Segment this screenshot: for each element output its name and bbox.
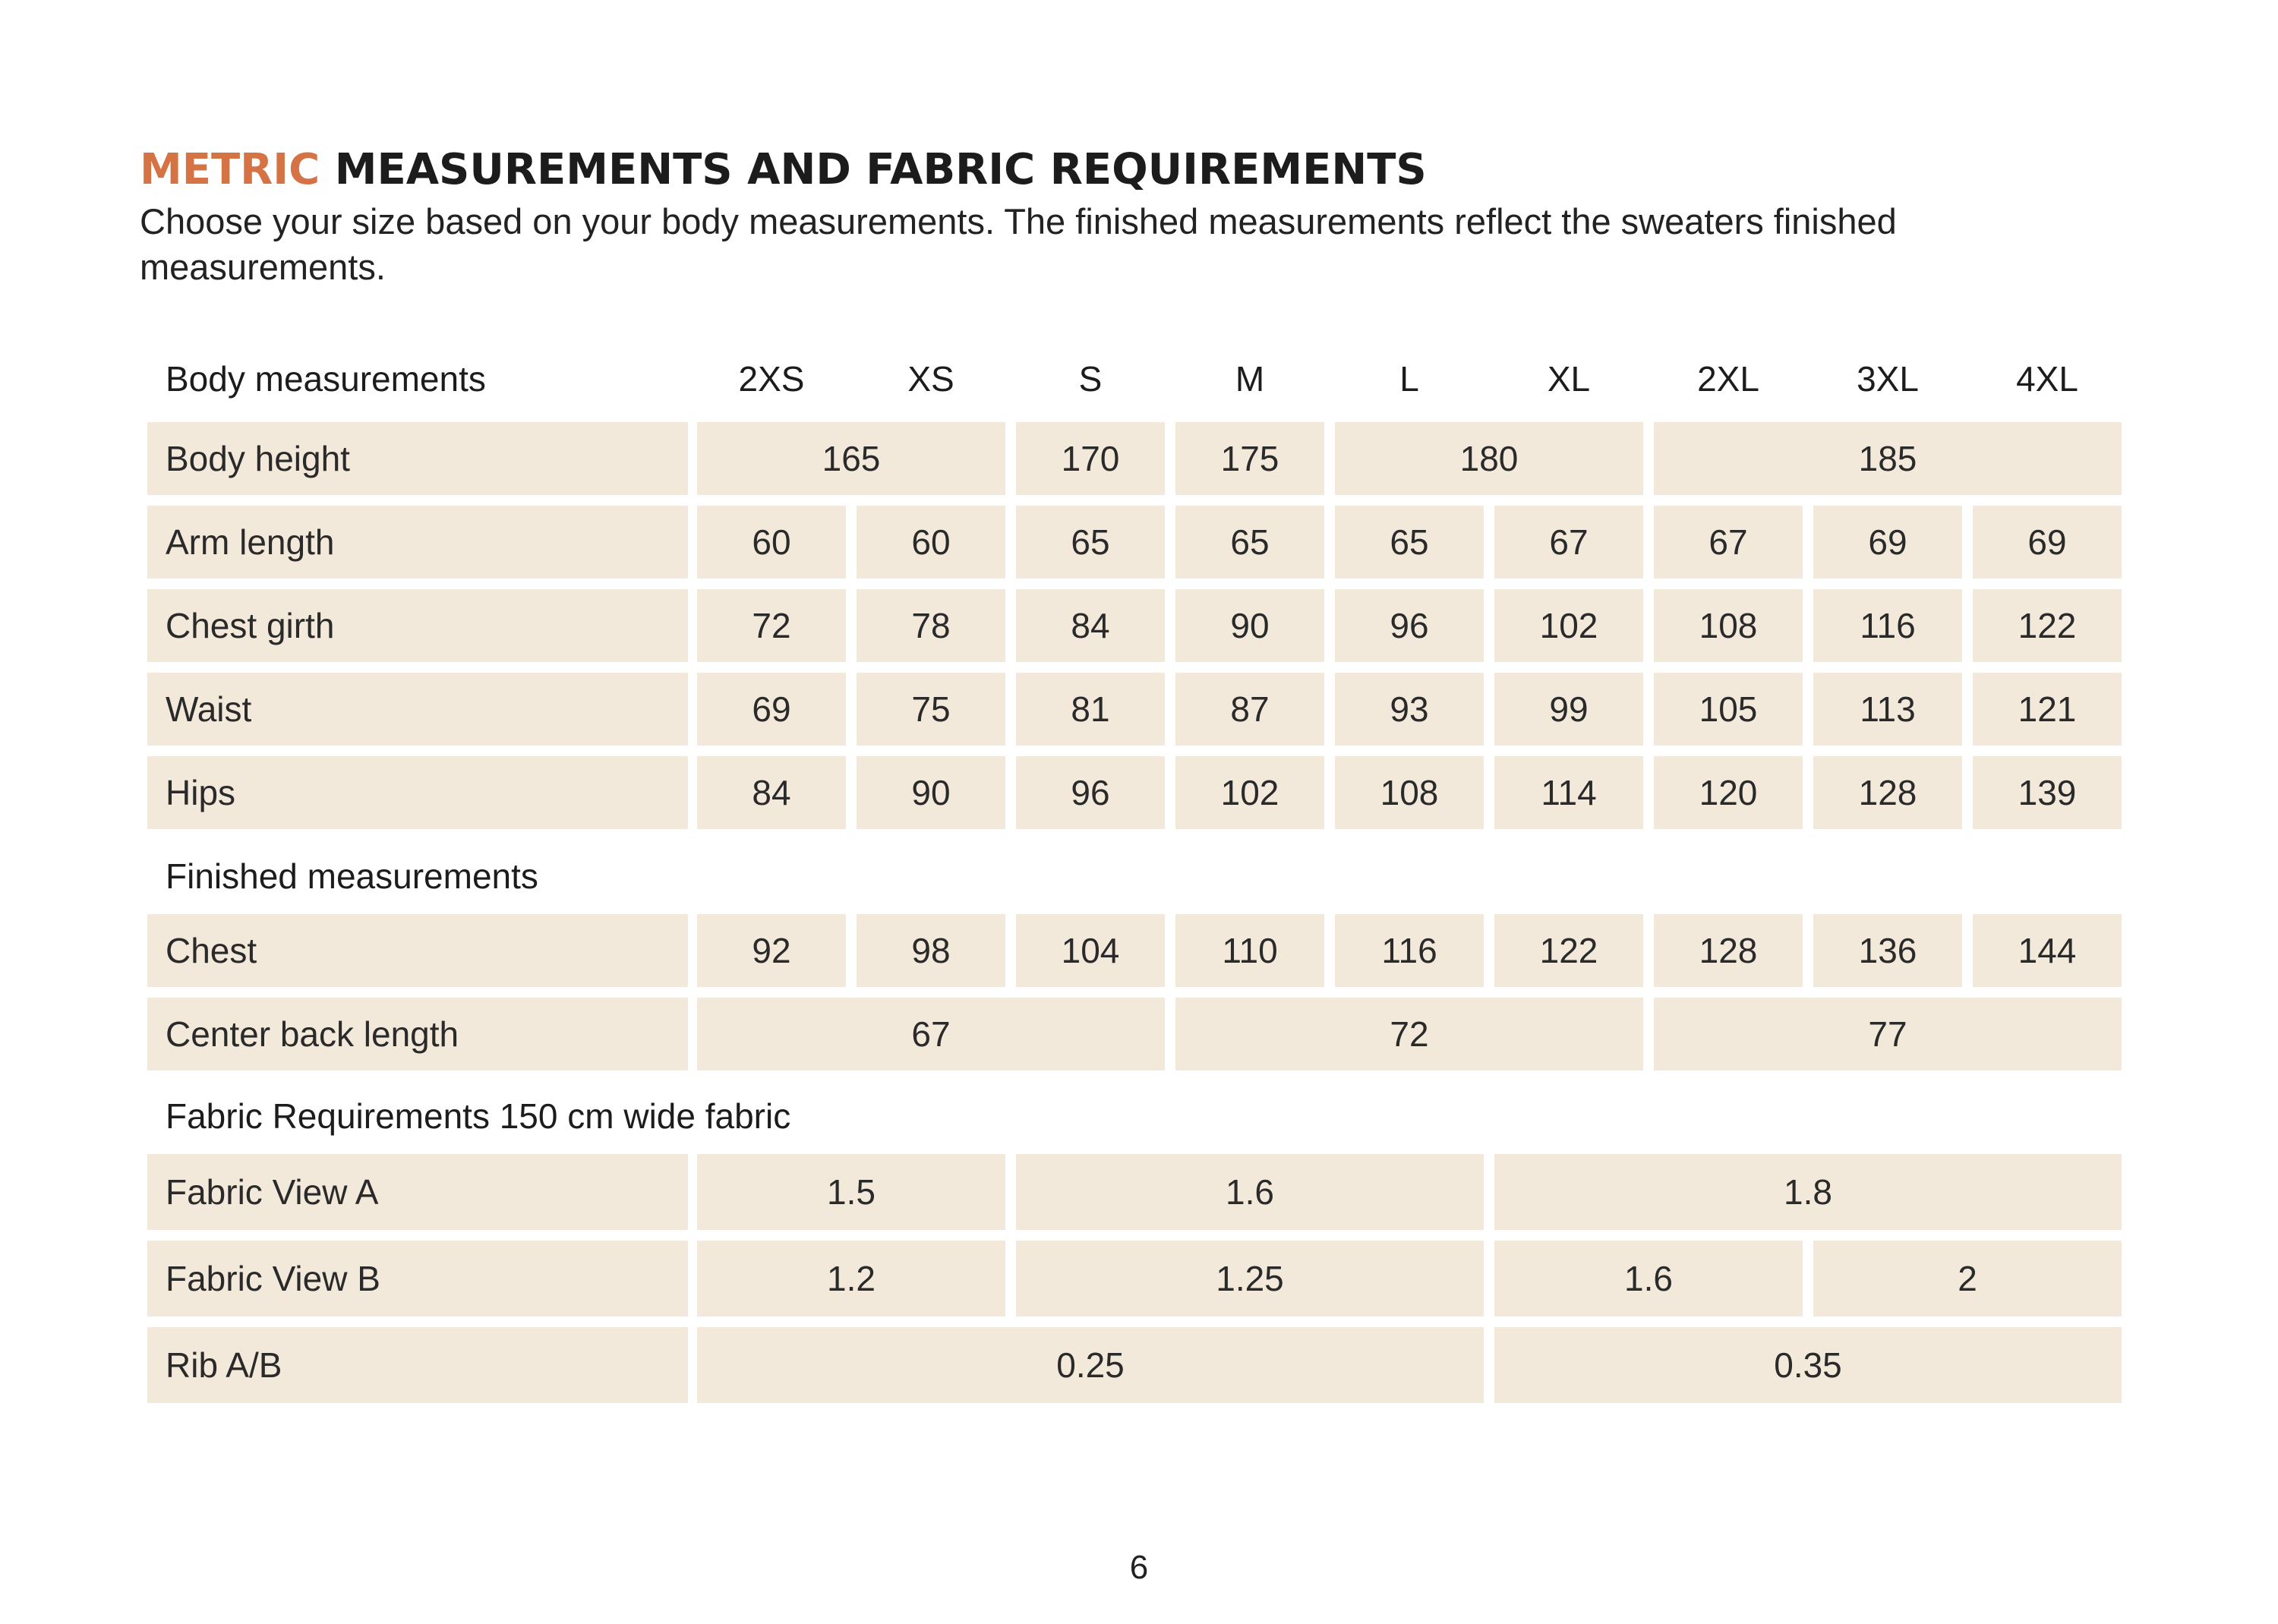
table-row <box>147 422 2125 495</box>
value-cell: 185 <box>1654 422 2122 495</box>
row-label: Chest girth <box>147 589 688 662</box>
value-cell: 87 <box>1175 673 1324 746</box>
table-row <box>147 756 2125 829</box>
value-cell: 1.6 <box>1494 1241 1803 1317</box>
value-cell: 121 <box>1973 673 2122 746</box>
value-cell: 65 <box>1175 506 1324 579</box>
value-cell: 1.25 <box>1016 1241 1484 1317</box>
value-cell: 105 <box>1654 673 1803 746</box>
size-column-header: S <box>1078 359 1103 399</box>
value-cell: 120 <box>1654 756 1803 829</box>
table-row <box>147 1154 2125 1230</box>
value-cell: 165 <box>697 422 1005 495</box>
finished-measurements-heading: Finished measurements <box>166 856 538 896</box>
size-column-header: 2XL <box>1697 359 1759 399</box>
row-label: Chest <box>147 914 688 987</box>
value-cell: 1.6 <box>1016 1154 1484 1230</box>
value-cell: 170 <box>1016 422 1165 495</box>
value-cell: 69 <box>1813 506 1962 579</box>
value-cell: 60 <box>697 506 846 579</box>
size-column-header: M <box>1235 359 1265 399</box>
value-cell: 102 <box>1175 756 1324 829</box>
fabric-requirements-heading: Fabric Requirements 150 cm wide fabric <box>166 1096 791 1136</box>
value-cell: 92 <box>697 914 846 987</box>
size-column-header: XL <box>1547 359 1591 399</box>
value-cell: 65 <box>1016 506 1165 579</box>
value-cell: 72 <box>1175 998 1643 1071</box>
value-cell: 60 <box>857 506 1005 579</box>
value-cell: 102 <box>1494 589 1643 662</box>
value-cell: 113 <box>1813 673 1962 746</box>
value-cell: 1.5 <box>697 1154 1005 1230</box>
page-number: 6 <box>1129 1549 1149 1586</box>
value-cell: 98 <box>857 914 1005 987</box>
value-cell: 84 <box>697 756 846 829</box>
value-cell: 144 <box>1973 914 2122 987</box>
value-cell: 90 <box>1175 589 1324 662</box>
size-column-header: 2XS <box>738 359 805 399</box>
value-cell: 90 <box>857 756 1005 829</box>
table-row <box>147 506 2125 579</box>
row-label: Body height <box>147 422 688 495</box>
value-cell: 122 <box>1973 589 2122 662</box>
value-cell: 180 <box>1335 422 1643 495</box>
value-cell: 77 <box>1654 998 2122 1071</box>
value-cell: 69 <box>697 673 846 746</box>
value-cell: 2 <box>1813 1241 2122 1317</box>
value-cell: 128 <box>1654 914 1803 987</box>
page-title-accent: METRIC <box>140 145 320 194</box>
value-cell: 67 <box>1654 506 1803 579</box>
row-label: Waist <box>147 673 688 746</box>
value-cell: 78 <box>857 589 1005 662</box>
value-cell: 108 <box>1654 589 1803 662</box>
value-cell: 116 <box>1813 589 1962 662</box>
value-cell: 104 <box>1016 914 1165 987</box>
page-title-rest: MEASUREMENTS AND FABRIC REQUIREMENTS <box>320 145 1427 194</box>
value-cell: 114 <box>1494 756 1643 829</box>
table-row <box>147 589 2125 662</box>
table-row <box>147 998 2125 1071</box>
page-title <box>140 143 1427 197</box>
size-header-row <box>147 349 2125 408</box>
value-cell: 139 <box>1973 756 2122 829</box>
value-cell: 96 <box>1335 589 1484 662</box>
value-cell: 69 <box>1973 506 2122 579</box>
size-column-header: 4XL <box>2016 359 2078 399</box>
table-row <box>147 673 2125 746</box>
row-label: Arm length <box>147 506 688 579</box>
value-cell: 136 <box>1813 914 1962 987</box>
value-cell: 0.35 <box>1494 1327 2122 1403</box>
value-cell: 175 <box>1175 422 1324 495</box>
value-cell: 122 <box>1494 914 1643 987</box>
value-cell: 96 <box>1016 756 1165 829</box>
row-label: Center back length <box>147 998 688 1071</box>
value-cell: 93 <box>1335 673 1484 746</box>
value-cell: 110 <box>1175 914 1324 987</box>
value-cell: 1.8 <box>1494 1154 2122 1230</box>
size-column-header: 3XL <box>1857 359 1919 399</box>
measurement-table <box>147 349 2125 1414</box>
value-cell: 1.2 <box>697 1241 1005 1317</box>
table-row <box>147 1327 2125 1403</box>
value-cell: 67 <box>1494 506 1643 579</box>
value-cell: 72 <box>697 589 846 662</box>
size-column-header: L <box>1399 359 1419 399</box>
value-cell: 84 <box>1016 589 1165 662</box>
value-cell: 128 <box>1813 756 1962 829</box>
value-cell: 67 <box>697 998 1165 1071</box>
value-cell: 0.25 <box>697 1327 1484 1403</box>
size-column-header: XS <box>907 359 954 399</box>
row-label: Rib A/B <box>147 1327 688 1403</box>
row-label: Hips <box>147 756 688 829</box>
table-row <box>147 1241 2125 1317</box>
body-measurements-heading: Body measurements <box>166 359 486 399</box>
page-subtitle: Choose your size based on your body measurements. The finished measurements reflect the sweaters finished measurements. <box>140 201 1897 287</box>
value-cell: 108 <box>1335 756 1484 829</box>
value-cell: 99 <box>1494 673 1643 746</box>
value-cell: 75 <box>857 673 1005 746</box>
value-cell: 65 <box>1335 506 1484 579</box>
row-label: Fabric View A <box>147 1154 688 1230</box>
value-cell: 116 <box>1335 914 1484 987</box>
table-row <box>147 914 2125 987</box>
value-cell: 81 <box>1016 673 1165 746</box>
row-label: Fabric View B <box>147 1241 688 1317</box>
